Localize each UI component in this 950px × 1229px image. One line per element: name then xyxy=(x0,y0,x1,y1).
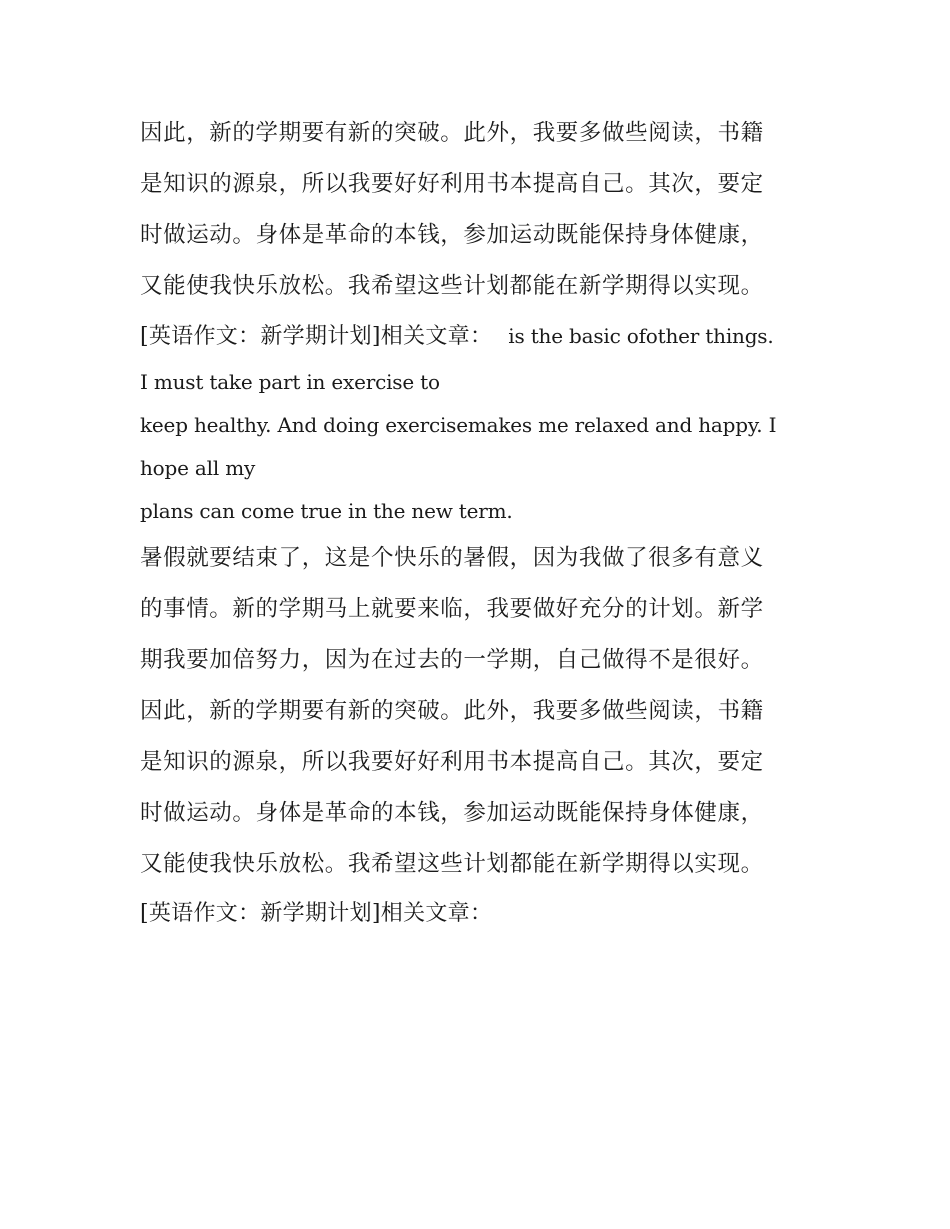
paragraph-line: 是知识的源泉，所以我要好好利用书本提高自己。其次，要定 xyxy=(140,171,764,197)
paragraph-line: 又能使我快乐放松。我希望这些计划都能在新学期得以实现。 xyxy=(140,851,764,877)
paragraph-line: 因此，新的学期要有新的突破。此外，我要多做些阅读，书籍 xyxy=(140,698,764,724)
paragraph-line: 期我要加倍努力，因为在过去的一学期，自己做得不是很好。 xyxy=(140,647,764,673)
related-articles-label: [英语作文：新学期计划]相关文章： xyxy=(140,901,493,926)
related-articles-line xyxy=(140,312,815,361)
english-line: hope all my xyxy=(140,456,256,480)
paragraph-line: 因此，新的学期要有新的突破。此外，我要多做些阅读，书籍 xyxy=(140,120,764,146)
paragraph-line: 时做运动。身体是革命的本钱，参加运动既能保持身体健康， xyxy=(140,222,764,248)
paragraph-line: 又能使我快乐放松。我希望这些计划都能在新学期得以实现。 xyxy=(140,273,764,299)
paragraph-line: 时做运动。身体是革命的本钱，参加运动既能保持身体健康， xyxy=(140,800,764,826)
english-line: plans can come true in the new term. xyxy=(140,499,513,523)
paragraph-line: 暑假就要结束了，这是个快乐的暑假，因为我做了很多有意义 xyxy=(140,545,764,571)
english-line: I must take part in exercise to xyxy=(140,370,440,394)
paragraph-line: 的事情。新的学期马上就要来临，我要做好充分的计划。新学 xyxy=(140,596,764,622)
english-line: keep healthy. And doing exercisemakes me relaxed and happy. I xyxy=(140,413,777,437)
related-articles-label: [英语作文：新学期计划]相关文章： xyxy=(140,324,493,349)
document-page xyxy=(140,108,815,938)
english-text-inline: is the basic ofother things. xyxy=(508,324,774,348)
paragraph-line: 是知识的源泉，所以我要好好利用书本提高自己。其次，要定 xyxy=(140,749,764,775)
